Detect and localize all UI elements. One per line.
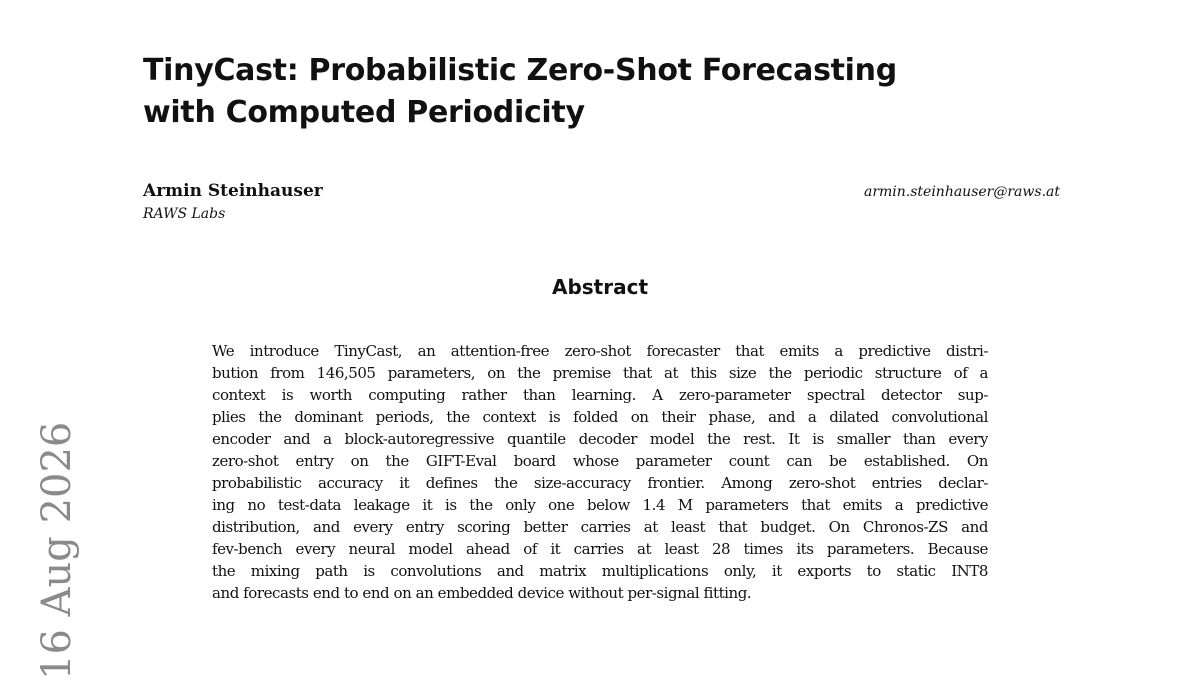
abstract-line: the mixing path is convolutions and matrix multiplications only, it exports to static INT8 bbox=[212, 562, 988, 580]
date-watermark-text: 16 Aug 2026 bbox=[34, 421, 80, 680]
abstract-line: zero-shot entry on the GIFT-Eval board whose parameter count can be established. On bbox=[212, 452, 988, 470]
abstract-line: We introduce TinyCast, an attention-free zero-shot forecaster that emits a predictive distri- bbox=[212, 342, 988, 360]
abstract-line: probabilistic accuracy it defines the size-accuracy frontier. Among zero-shot entries declar- bbox=[212, 474, 988, 492]
abstract-line: ing no test-data leakage it is the only one below 1.4 M parameters that emits a predictive bbox=[212, 496, 988, 514]
abstract-line: bution from 146,505 parameters, on the premise that at this size the periodic structure of a bbox=[212, 364, 988, 382]
date-watermark bbox=[32, 421, 82, 680]
abstract-line: fev-bench every neural model ahead of it carries at least 28 times its parameters. Because bbox=[212, 540, 988, 558]
paper-title bbox=[143, 50, 1043, 134]
abstract-line: and forecasts end to end on an embedded device without per-signal fitting. bbox=[212, 584, 752, 602]
abstract-body bbox=[212, 340, 988, 604]
abstract-line: plies the dominant periods, the context is folded on their phase, and a dilated convolutional bbox=[212, 408, 988, 426]
abstract-line: context is worth computing rather than learning. A zero-parameter spectral detector sup- bbox=[212, 386, 988, 404]
author-name: Armin Steinhauser bbox=[143, 181, 323, 201]
abstract-heading: Abstract bbox=[551, 275, 649, 299]
author-affiliation: RAWS Labs bbox=[143, 206, 226, 222]
title-line: TinyCast: Probabilistic Zero-Shot Forecasting bbox=[143, 53, 897, 88]
abstract-line: distribution, and every entry scoring better carries at least that budget. On Chronos-ZS and bbox=[212, 518, 988, 536]
abstract-line: encoder and a block-autoregressive quantile decoder model the rest. It is smaller than every bbox=[212, 430, 988, 448]
author-email[interactable]: armin.steinhauser@raws.at bbox=[863, 184, 1060, 200]
title-line: with Computed Periodicity bbox=[143, 95, 585, 130]
